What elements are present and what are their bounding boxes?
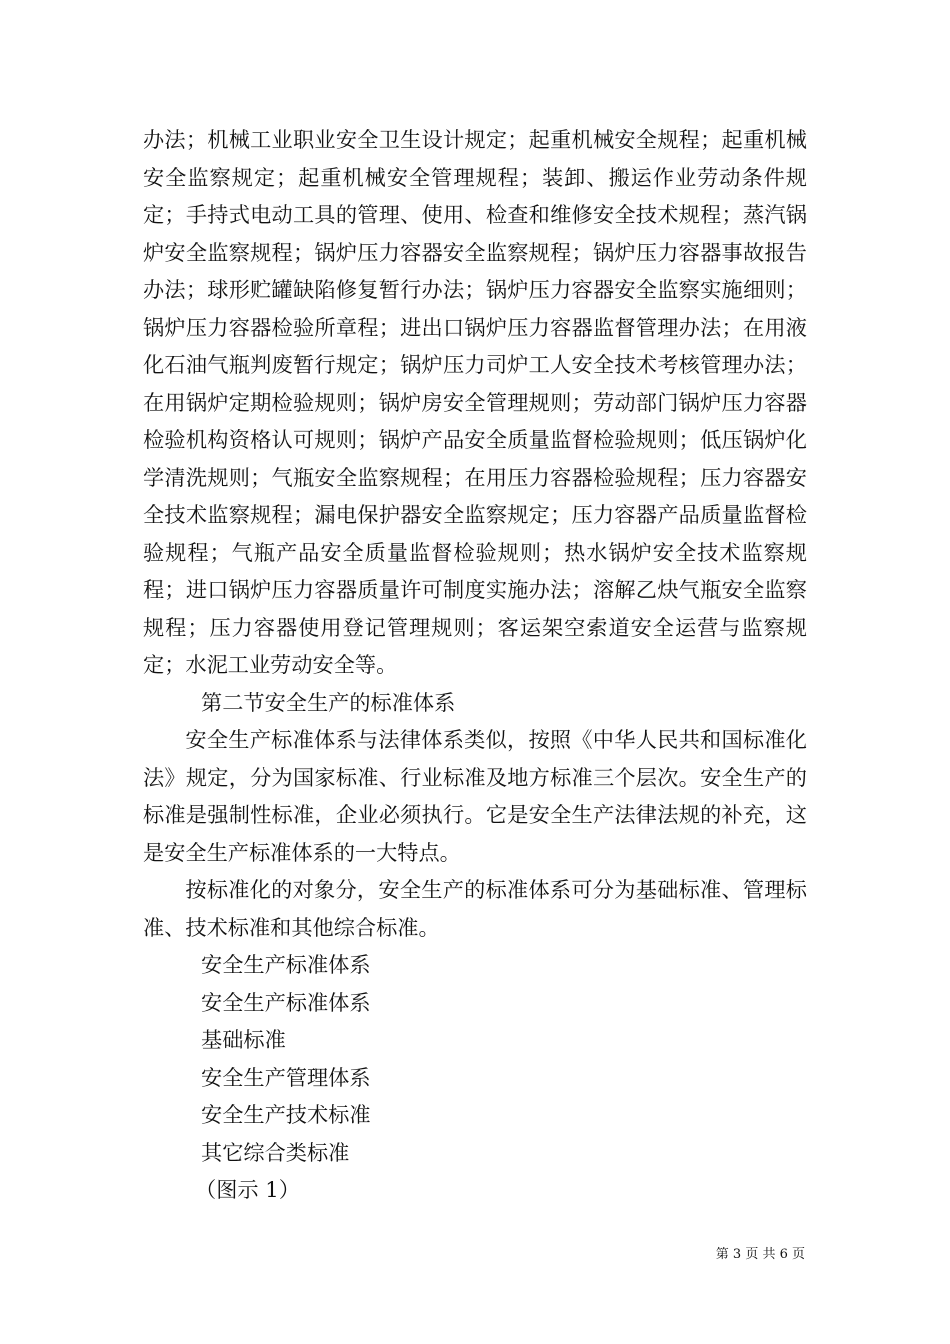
diagram-text-list xyxy=(143,946,807,1171)
diagram-item: 其它综合类标准 xyxy=(201,1139,350,1165)
paragraph-standard-classification: 按标准化的对象分，安全生产的标准体系可分为基础标准、管理标准、技术标准和其他综合标准。 xyxy=(143,877,807,940)
figure-caption: （图示 1） xyxy=(195,1177,300,1202)
diagram-item: 安全生产标准体系 xyxy=(201,952,371,977)
diagram-item: 安全生产标准体系 xyxy=(201,989,371,1015)
diagram-item: 安全生产技术标准 xyxy=(201,1102,371,1127)
diagram-item: 安全生产管理体系 xyxy=(201,1064,371,1090)
page-number-footer: 第 3 页 共 6 页 xyxy=(715,1247,805,1262)
page-content xyxy=(143,121,807,1209)
section-heading: 第二节安全生产的标准体系 xyxy=(201,689,456,715)
paragraph-regulations-list: 办法；机械工业职业安全卫生设计规定；起重机械安全规程；起重机械安全监察规定；起重机械安全管理规程；装卸、搬运作业劳动条件规定；手持式电动工具的管理、使用、检查和维修安全技术规程；蒸汽锅炉安全监察规程；锅炉压力容器安全监察规程；锅炉压力容器事故报告办法；球形贮罐缺陷修复暂行办法；锅炉压力容器安全监察实施细则；锅炉压力容器检验所章程；进出口锅炉压力容器监督管理办法；在用液化石油气瓶判废暂行规定；锅炉压力司炉工人安全技术考核管理办法；在用锅炉定期检验规则；锅炉房安全管理规则；劳动部门锅炉压力容器检验机构资格认可规则；锅炉产品安全质量监督检验规则；低压锅炉化学清洗规则；气瓶安全监察规程；在用压力容器检验规程；压力容器安全技术监察规程；漏电保护器安全监察规定；压力容器产品质量监督检验规程；气瓶产品安全质量监督检验规则；热水锅炉安全技术监察规程；进口锅炉压力容器质量许可制度实施办法；溶解乙炔气瓶安全监察规程；压力容器使用登记管理规则；客运架空索道安全运营与监察规定；水泥工业劳动安全等。 xyxy=(143,127,807,677)
diagram-item: 基础标准 xyxy=(201,1027,286,1052)
paragraph-standard-system-intro: 安全生产标准体系与法律体系类似，按照《中华人民共和国标准化法》规定，分为国家标准、行业标准及地方标准三个层次。安全生产的标准是强制性标准，企业必须执行。它是安全生产法律法规的补充，这是安全生产标准体系的一大特点。 xyxy=(143,727,807,865)
